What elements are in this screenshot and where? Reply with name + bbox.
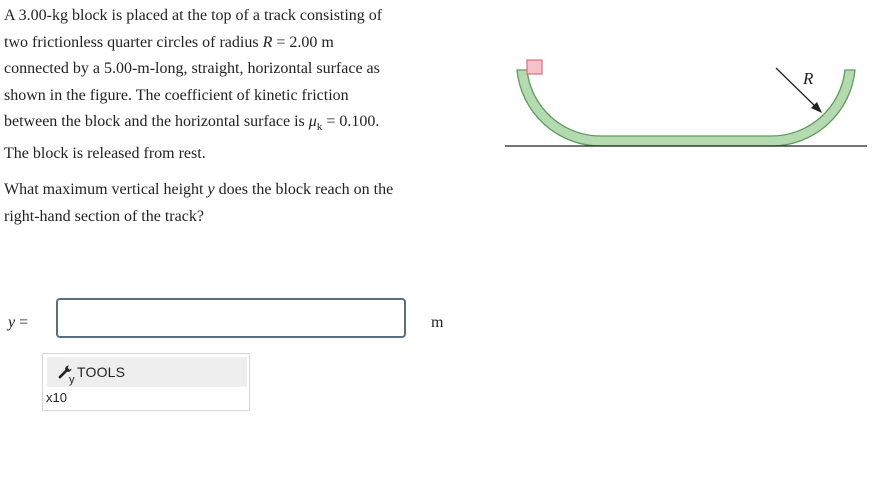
answer-input[interactable] — [56, 298, 406, 338]
question-text: What maximum vertical height y does the block reach on the right-hand section of the track? — [4, 181, 394, 225]
answer-unit: m — [431, 314, 444, 331]
problem-statement — [4, 3, 454, 230]
tools-button[interactable] — [47, 357, 247, 387]
tools-label: TOOLS — [77, 364, 126, 380]
block — [527, 60, 542, 74]
track-figure — [500, 52, 872, 156]
radius-label: R — [803, 69, 814, 88]
problem-text: A 3.00-kg block is placed at the top of a track consisting of two frictionless quarter circles of radius R = 2.00 m connected by a 5.00-m-long, straight, horizontal surface as shown in the figure. The coefficient of kinetic friction between the block and the horizontal surface is $\mu_k = 0.100$. The block is released from rest. — [4, 7, 383, 162]
tools-subscript: y — [69, 374, 75, 386]
tools-panel — [42, 353, 250, 411]
answer-variable-label: y = — [8, 314, 29, 331]
x10-button[interactable]: x10 — [46, 390, 67, 405]
